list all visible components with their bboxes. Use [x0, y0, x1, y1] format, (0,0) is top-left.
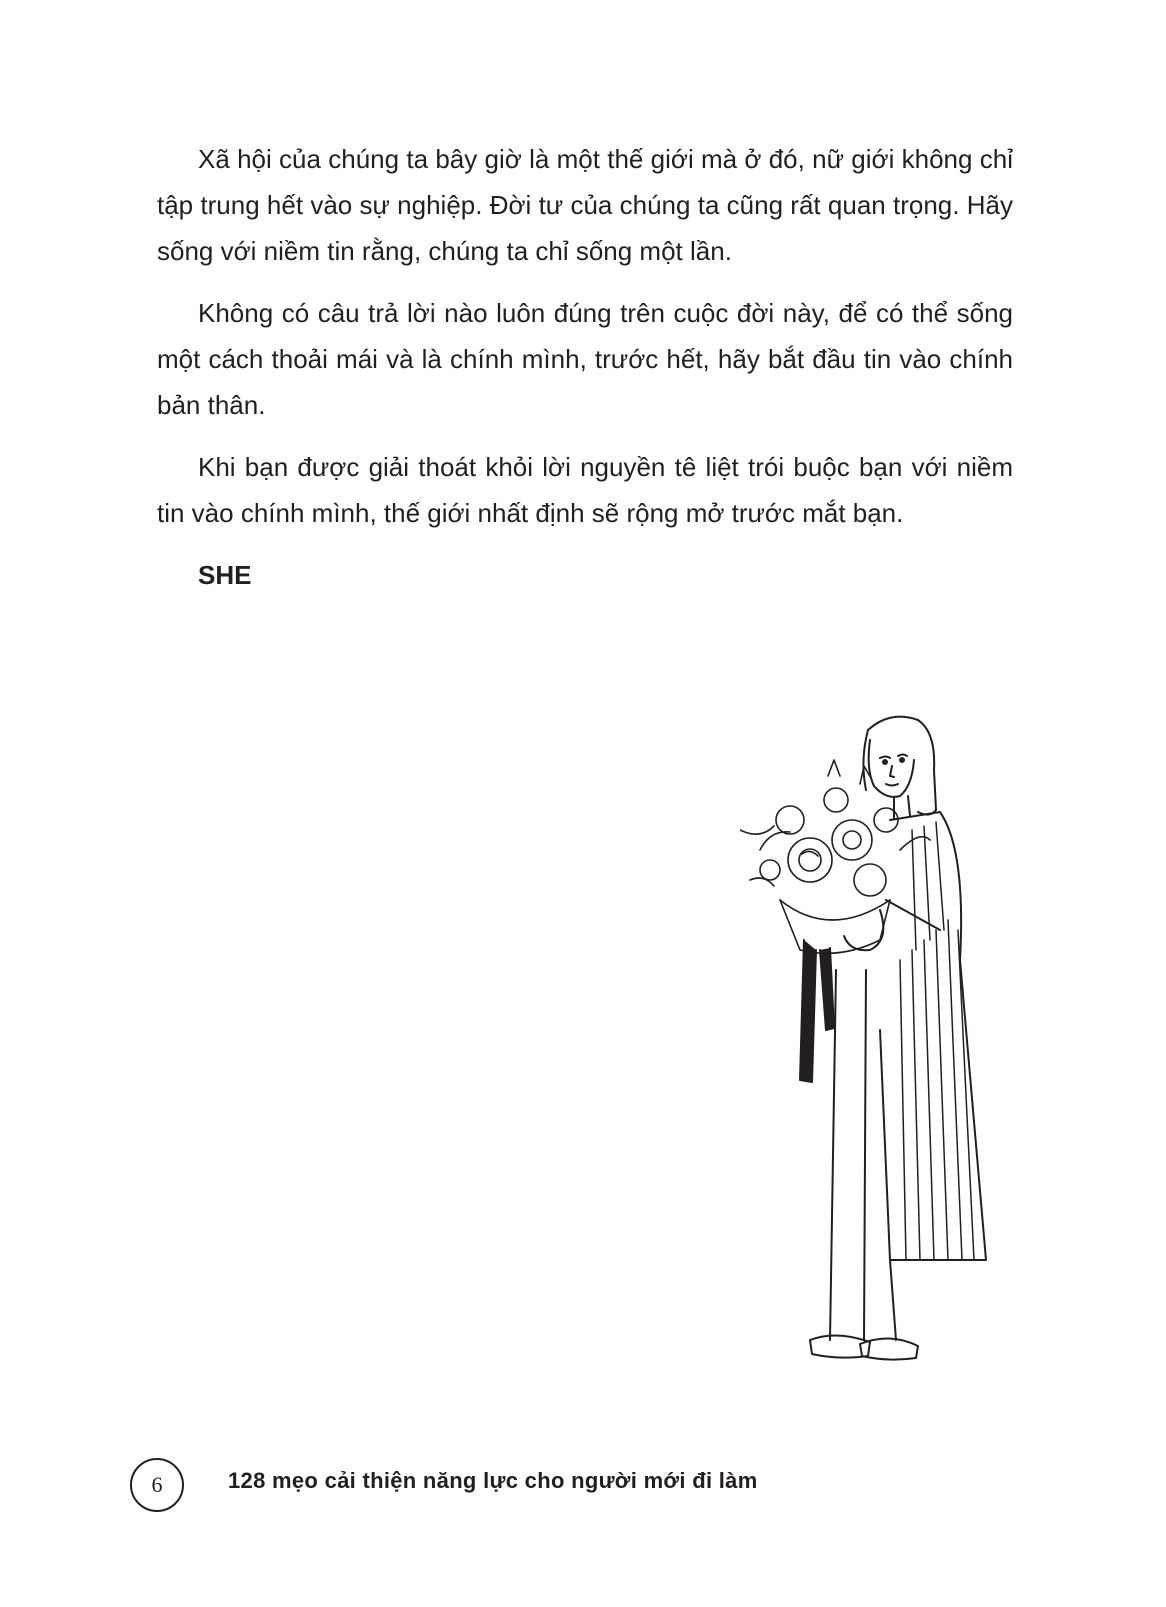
page-number-badge: [130, 1458, 184, 1512]
body-paragraph-2: Không có câu trả lời nào luôn đúng trên cuộc đời này, để có thể sống một cách thoải mái và là chính mình, trước hết, hãy bắt đầu tin vào chính bản thân.: [157, 298, 1013, 420]
book-title-footer: 128 mẹo cải thiện năng lực cho người mới đi làm: [228, 1468, 758, 1493]
body-paragraph-1: Xã hội của chúng ta bây giờ là một thế giới mà ở đó, nữ giới không chỉ tập trung hết vào sự nghiệp. Đời tư của chúng ta cũng rất quan trọng. Hãy sống với niềm tin rằng, chúng ta chỉ sống một lần.: [157, 144, 1013, 266]
signature: SHE: [198, 560, 252, 590]
page-number: 6: [151, 1472, 163, 1497]
body-paragraph-3: Khi bạn được giải thoát khỏi lời nguyền tê liệt trói buộc bạn với niềm tin vào chính mình, thế giới nhất định sẽ rộng mở trước mắt bạn.: [157, 452, 1013, 528]
woman-holding-flower-bouquet-illustration: [740, 700, 1020, 1380]
